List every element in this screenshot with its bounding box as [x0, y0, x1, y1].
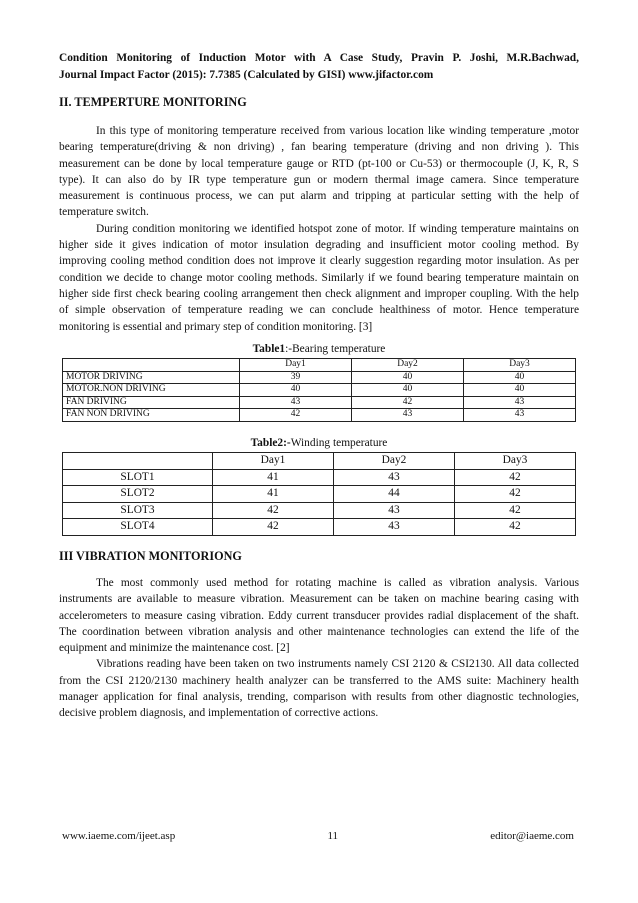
- table-row: SLOT1 41 43 42: [63, 469, 576, 486]
- header-line-2: Journal Impact Factor (2015): 7.7385 (Calculated by GISI) www.jifactor.com: [59, 69, 434, 81]
- table-row: MOTOR.NON DRIVING 40 40 40: [63, 384, 576, 397]
- table-row: SLOT3 42 43 42: [63, 502, 576, 519]
- table-header-row: Day1 Day2 Day3: [63, 453, 576, 470]
- table1-caption: Table1:-Bearing temperature: [252, 343, 386, 355]
- paragraph: In this type of monitoring temperature received from various location like winding temperature ,motor bearing temperature(driving & non driving) , fan bearing temperature (driving and non driving ). This measurement can be done by local temperature gauge or RTD (pt-100 or Cu-53) or thermocouple (J, K, R, S type). It can also do by IR type temperature gun or modern thermal image camera. Since temperature measurement is continuous process, we can put alarm and tripping at particular setting with the help of temperature switch.: [59, 125, 579, 219]
- section-heading-temperature: II. TEMPERTURE MONITORING: [59, 95, 247, 109]
- table-row: FAN DRIVING 43 42 43: [63, 396, 576, 409]
- table-row: SLOT4 42 43 42: [63, 519, 576, 536]
- table-row: FAN NON DRIVING 42 43 43: [63, 409, 576, 422]
- table2-caption: Table2:-Winding temperature: [250, 437, 388, 449]
- footer-journal-url: www.iaeme.com/ijeet.asp: [62, 830, 176, 842]
- header-line-1: [59, 50, 579, 67]
- table-row: MOTOR DRIVING 39 40 40: [63, 371, 576, 384]
- section-body-temperature: [59, 123, 579, 335]
- section-body-vibration: [59, 575, 579, 722]
- paragraph: The most commonly used method for rotating machine is called as vibration analysis. Various instruments are available to measure vibration. Measurement can be taken on machine bearing casing with accelerometers to measure casing vibration. Eddy current transducer provides radial displacement of the shaft. The coordination between vibration analysis and other maintenance technologies can extend the life of the equipment and minimize the maintenance cost. [2]: [59, 577, 579, 655]
- table-header-row: Day1 Day2 Day3: [63, 359, 576, 372]
- section-heading-vibration: III VIBRATION MONITORIONG: [59, 549, 242, 563]
- footer-email: editor@iaeme.com: [490, 830, 574, 842]
- paragraph: During condition monitoring we identified hotspot zone of motor. If winding temperature maintains on higher side it gives indication of motor insulation degrading and insufficient motor cooling method. By improving cooling method condition does not improve it clearly suggestion regarding motor insulation. As per condition we decide to change motor cooling methods. Similarly if we found bearing temperature maintain on higher side first check bearing cooling arrangement then check alignment and improper coupling. With the help of simple observation of temperature reading we can conclude healthiness of motor. Hence temperature monitoring is essential and primary step of condition monitoring. [3]: [59, 222, 579, 333]
- table-bearing-temperature: [62, 358, 576, 422]
- paragraph: Vibrations reading have been taken on two instruments namely CSI 2120 & CSI2130. All data collected from the CSI 2120/2130 machinery health analyzer can be transferred to the AMS suite: Machinery health manager application for final analysis, trending, comparison with results from other diagnostic technologies, decisive problem diagnosis, and implementation of corrective actions.: [59, 658, 579, 720]
- page-footer: [62, 830, 574, 842]
- page-number: 11: [327, 830, 339, 842]
- header-title: Condition Monitoring of Induction Motor with A Case Study,: [59, 52, 403, 64]
- table-winding-temperature: [62, 452, 576, 536]
- running-header: [59, 50, 579, 84]
- table-row: SLOT2 41 44 42: [63, 486, 576, 503]
- header-authors: Pravin P. Joshi, M.R.Bachwad,: [410, 52, 579, 64]
